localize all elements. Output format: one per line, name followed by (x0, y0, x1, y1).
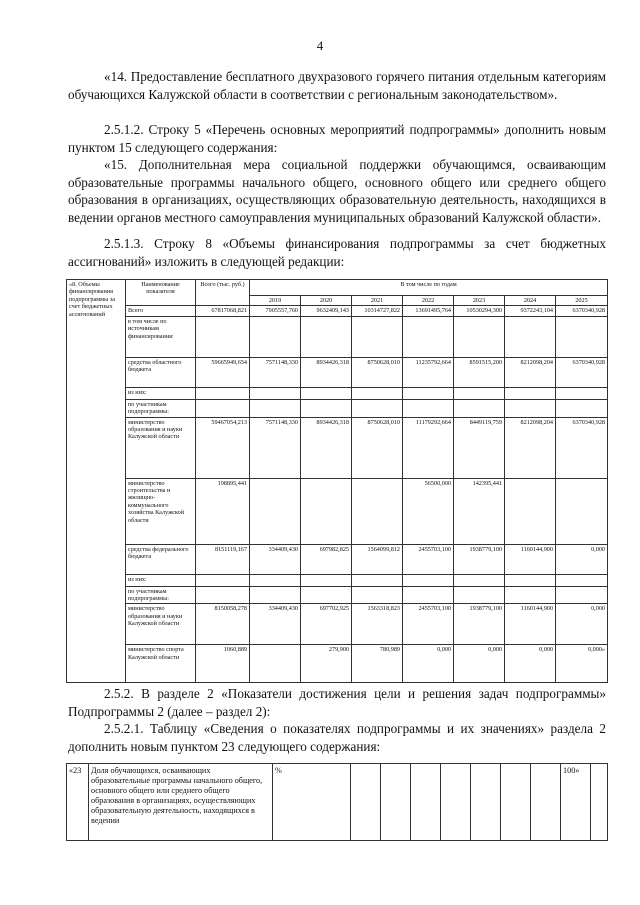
year-value-cell: 1160144,900 (505, 544, 556, 574)
year-value-cell (250, 316, 301, 357)
year-value-cell (352, 478, 403, 544)
year-value-cell (454, 387, 505, 399)
total-cell: 59665949,654 (196, 357, 250, 387)
paragraph-2-5-1-2: 2.5.1.2. Строку 5 «Перечень основных мероприятий подпрограммы» дополнить новым пунктом 15 следующего содержания: (68, 122, 606, 155)
header-year: 2025 (556, 296, 608, 306)
year-value-cell (403, 316, 454, 357)
indicator-name-cell: в том числе по источникам финансирования: (126, 316, 196, 357)
year-value-cell (556, 387, 608, 399)
year-value-cell: 11235792,664 (403, 357, 454, 387)
year-value-cell (352, 399, 403, 417)
indicator-name-cell: министерство образования и науки Калужской области (126, 604, 196, 645)
table-row (67, 478, 608, 544)
total-cell: 1060,889 (196, 645, 250, 683)
indicator-number: «23 (67, 764, 89, 841)
table-row (67, 357, 608, 387)
year-value-cell (301, 399, 352, 417)
year-value-cell (352, 316, 403, 357)
paragraph-item-14: «14. Предоставление бесплатного двухразового горячего питания отдельным категориям обучающихся Калужской области в соответствии с региональным законодательством». (68, 69, 606, 102)
year-value-cell (556, 399, 608, 417)
indicator-name-cell: по участникам подпрограммы: (126, 586, 196, 604)
indicator-row (67, 764, 608, 841)
indicator-table (66, 763, 608, 841)
indicator-value (411, 764, 441, 841)
year-value-cell (505, 478, 556, 544)
table-row (67, 387, 608, 399)
indicator-name: Доля обучающихся, осваивающих образовательные программы начального общего, основного общего или среднего общего образования в организациях, осуществляющих образовательную деятельность, находящихся в ведении (89, 764, 273, 841)
year-value-cell (505, 316, 556, 357)
header-total: Всего (тыс. руб.) (196, 280, 250, 306)
table-row (67, 586, 608, 604)
indicator-name-cell: министерство строительства и жилищно-коммунального хозяйства Калужской области (126, 478, 196, 544)
year-value-cell (250, 586, 301, 604)
year-value-cell: 8934426,318 (301, 417, 352, 478)
year-value-cell: 6370340,928 (556, 306, 608, 316)
year-value-cell: 8212098,204 (505, 357, 556, 387)
year-value-cell: 7571148,330 (250, 357, 301, 387)
year-value-cell (556, 574, 608, 586)
year-value-cell (403, 586, 454, 604)
year-value-cell: 6370340,928 (556, 417, 608, 478)
total-cell: 8151119,167 (196, 544, 250, 574)
year-value-cell (301, 574, 352, 586)
year-value-cell: 0,000 (556, 604, 608, 645)
indicator-value: 100» (561, 764, 591, 841)
year-value-cell (250, 478, 301, 544)
year-value-cell (556, 316, 608, 357)
year-value-cell (403, 387, 454, 399)
year-value-cell (556, 586, 608, 604)
year-value-cell: 11179292,664 (403, 417, 454, 478)
header-indicator-name: Наименование показателя (126, 280, 196, 306)
year-value-cell: 1160144,900 (505, 604, 556, 645)
table-row (67, 417, 608, 478)
table-row (67, 544, 608, 574)
year-value-cell: 8212098,204 (505, 417, 556, 478)
year-value-cell (454, 316, 505, 357)
indicator-value (441, 764, 471, 841)
year-value-cell (454, 574, 505, 586)
year-value-cell: 2455703,100 (403, 604, 454, 645)
year-value-cell: 0,000» (556, 645, 608, 683)
year-value-cell (250, 399, 301, 417)
year-value-cell: 8449119,759 (454, 417, 505, 478)
year-value-cell: 8750628,010 (352, 417, 403, 478)
year-value-cell: 697982,825 (301, 544, 352, 574)
header-year: 2020 (301, 296, 352, 306)
paragraph-2-5-2-1: 2.5.2.1. Таблицу «Сведения о показателях подпрограммы и их значениях» раздела 2 дополнить новым пунктом 23 следующего содержания: (68, 721, 606, 754)
year-value-cell (454, 399, 505, 417)
indicator-name-cell: Всего (126, 306, 196, 316)
paragraph-2-5-2: 2.5.2. В разделе 2 «Показатели достижения цели и решения задач подпрограммы» Подпрограммы 2 (далее – раздел 2): (68, 686, 606, 719)
year-value-cell: 2455703,100 (403, 544, 454, 574)
total-cell: 8150058,278 (196, 604, 250, 645)
table-row (67, 645, 608, 683)
year-value-cell: 9632409,143 (301, 306, 352, 316)
total-cell: 59467054,213 (196, 417, 250, 478)
table-row (67, 306, 608, 316)
year-value-cell (505, 586, 556, 604)
total-cell (196, 387, 250, 399)
year-value-cell: 142395,441 (454, 478, 505, 544)
year-value-cell: 7571148,330 (250, 417, 301, 478)
year-value-cell: 9372243,104 (505, 306, 556, 316)
header-year: 2021 (352, 296, 403, 306)
year-value-cell (505, 399, 556, 417)
year-value-cell: 0,000 (505, 645, 556, 683)
year-value-cell (403, 574, 454, 586)
year-value-cell (505, 574, 556, 586)
year-value-cell: 780,989 (352, 645, 403, 683)
year-value-cell: 13691495,764 (403, 306, 454, 316)
year-value-cell: 0,000 (454, 645, 505, 683)
total-cell (196, 399, 250, 417)
header-row (67, 280, 608, 296)
year-value-cell: 334409,430 (250, 544, 301, 574)
total-cell: 67817068,821 (196, 306, 250, 316)
year-value-cell: 0,000 (403, 645, 454, 683)
header-years-group: В том числе по годам (250, 280, 608, 296)
year-value-cell: 6370340,928 (556, 357, 608, 387)
year-value-cell: 1564099,812 (352, 544, 403, 574)
year-value-cell: 279,900 (301, 645, 352, 683)
year-value-cell (301, 387, 352, 399)
year-value-cell (250, 387, 301, 399)
indicator-value (351, 764, 381, 841)
year-value-cell (301, 316, 352, 357)
total-cell (196, 316, 250, 357)
year-value-cell: 8591515,200 (454, 357, 505, 387)
year-value-cell (250, 574, 301, 586)
year-value-cell: 8934426,318 (301, 357, 352, 387)
year-value-cell (301, 586, 352, 604)
page-number: 4 (316, 38, 324, 53)
year-value-cell (454, 586, 505, 604)
year-value-cell (403, 399, 454, 417)
indicator-name-cell: по участникам подпрограммы: (126, 399, 196, 417)
year-value-cell: 10314727,822 (352, 306, 403, 316)
indicator-name-cell: министерство образования и науки Калужской области (126, 417, 196, 478)
year-value-cell: 56500,000 (403, 478, 454, 544)
year-value-cell: 1938779,100 (454, 604, 505, 645)
indicator-value (381, 764, 411, 841)
table-row (67, 316, 608, 357)
year-value-cell: 334409,430 (250, 604, 301, 645)
table-row (67, 399, 608, 417)
indicator-name-cell: средства областного бюджета (126, 357, 196, 387)
year-value-cell (250, 645, 301, 683)
header-year: 2019 (250, 296, 301, 306)
indicator-name-cell: министерство спорта Калужской области (126, 645, 196, 683)
table-row (67, 574, 608, 586)
indicator-value (501, 764, 531, 841)
indicator-value (531, 764, 561, 841)
year-value-cell: 697702,925 (301, 604, 352, 645)
year-value-cell: 1938779,100 (454, 544, 505, 574)
year-value-cell: 8750628,010 (352, 357, 403, 387)
year-value-cell: 0,000 (556, 544, 608, 574)
indicator-value (591, 764, 608, 841)
row-title: «8. Объемы финансирования подпрограммы за счет бюджетных ассигнований (67, 280, 126, 683)
financing-table (66, 279, 608, 683)
year-value-cell (352, 574, 403, 586)
indicator-unit: % (273, 764, 351, 841)
paragraph-item-15: «15. Дополнительная мера социальной поддержки обучающимся, осваивающим образовательные программы начального общего, основного общего или среднего общего образования в организациях, осуществляющих образовательную деятельность, находящихся в ведении органов местного самоуправления муниципальных образований Калужской области». (68, 157, 606, 225)
table-row (67, 604, 608, 645)
year-value-cell: 10530294,300 (454, 306, 505, 316)
year-value-cell (505, 387, 556, 399)
indicator-name-cell: из них: (126, 574, 196, 586)
indicator-value (471, 764, 501, 841)
header-year: 2023 (454, 296, 505, 306)
total-cell: 198895,441 (196, 478, 250, 544)
header-year: 2022 (403, 296, 454, 306)
year-value-cell (352, 387, 403, 399)
total-cell (196, 586, 250, 604)
paragraph-2-5-1-3: 2.5.1.3. Строку 8 «Объемы финансирования подпрограммы за счет бюджетных ассигнований» изложить в следующей редакции: (68, 236, 606, 269)
total-cell (196, 574, 250, 586)
indicator-name-cell: из них: (126, 387, 196, 399)
year-value-cell (301, 478, 352, 544)
year-value-cell: 7905557,760 (250, 306, 301, 316)
year-value-cell (556, 478, 608, 544)
header-year: 2024 (505, 296, 556, 306)
indicator-name-cell: средства федерального бюджета (126, 544, 196, 574)
year-value-cell: 1563318,823 (352, 604, 403, 645)
year-value-cell (352, 586, 403, 604)
